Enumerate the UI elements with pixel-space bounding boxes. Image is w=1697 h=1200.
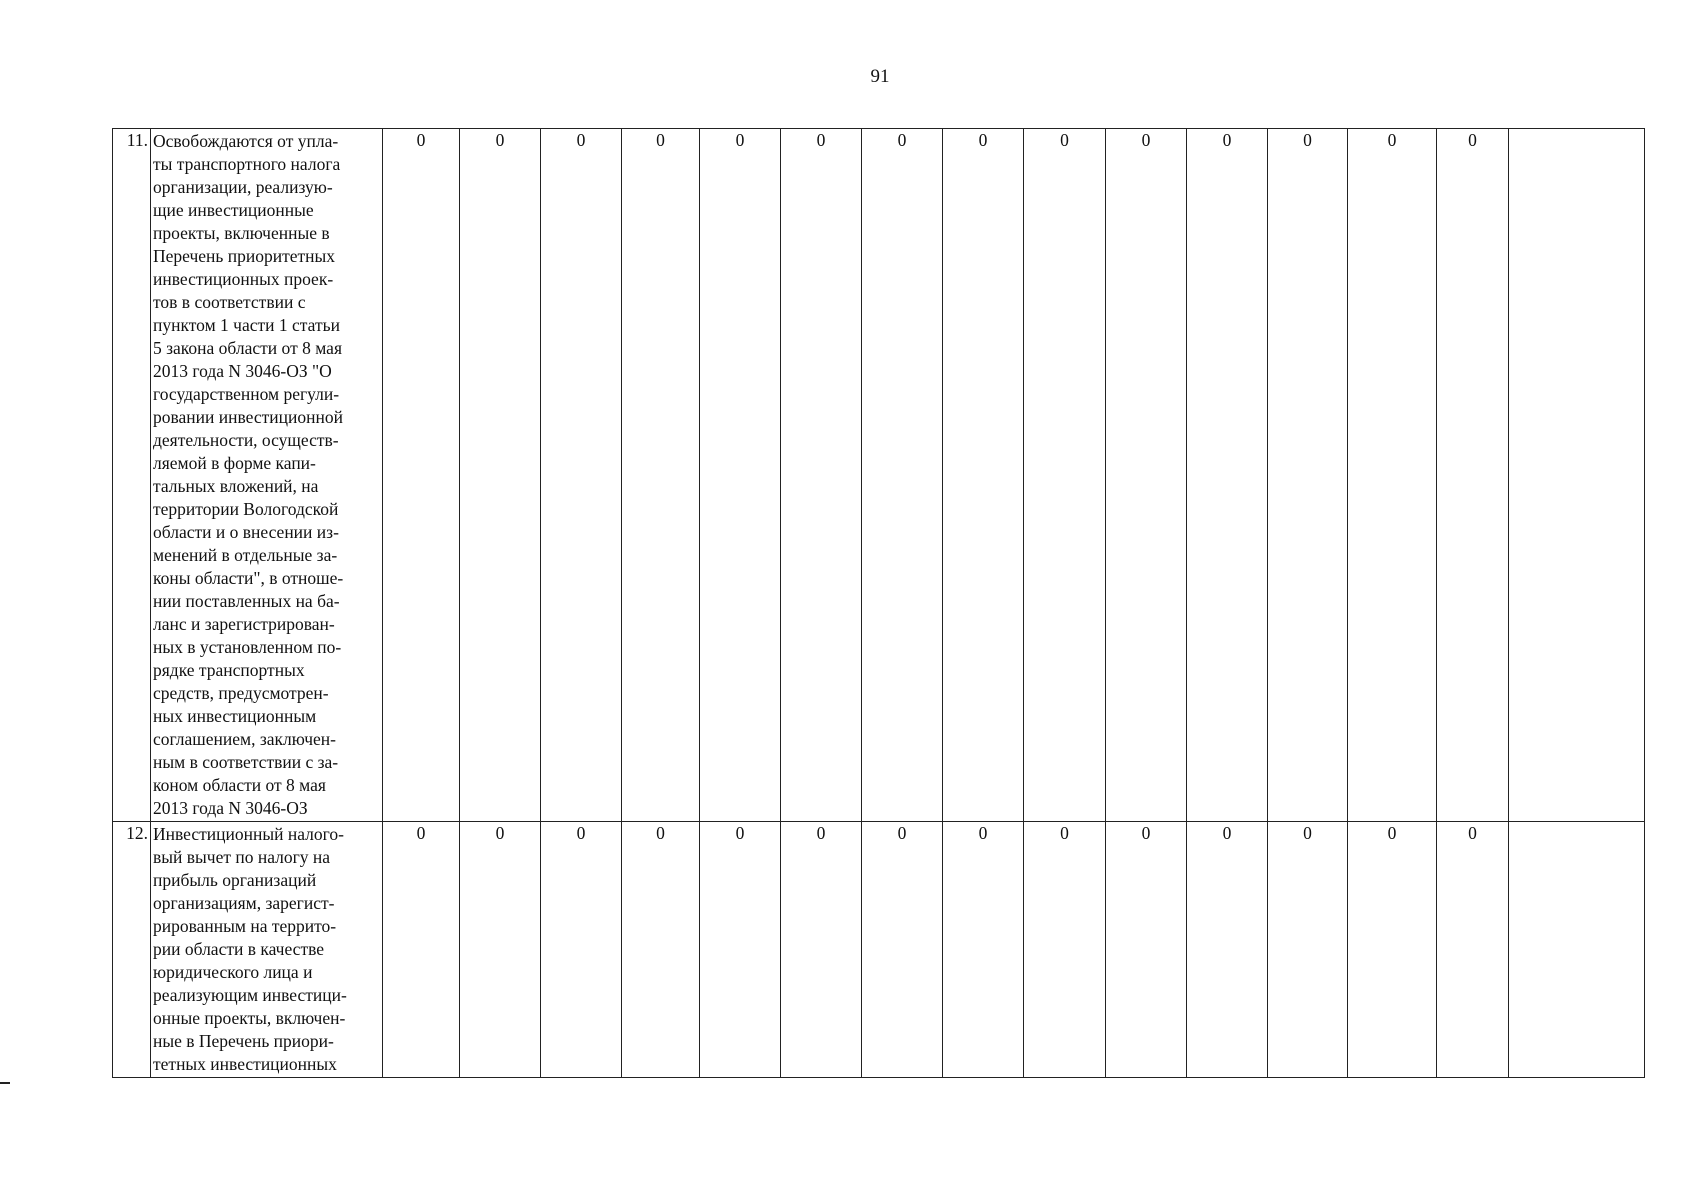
row-number: 11.	[113, 129, 151, 822]
description-line: 2013 года N 3046-ОЗ	[153, 798, 308, 818]
description-line: государственном регули-	[153, 384, 340, 404]
value-cell: 0	[700, 129, 781, 822]
description-line: пунктом 1 части 1 статьи	[153, 315, 340, 335]
value-cell: 0	[1268, 129, 1348, 822]
description-line: Перечень приоритетных	[153, 246, 336, 266]
value-cell: 0	[1106, 822, 1187, 1078]
description-line: Освобождаются от упла-	[153, 131, 339, 151]
value-cell: 0	[1024, 822, 1106, 1078]
value-cell: 0	[943, 129, 1024, 822]
description-line: инвестиционных проек-	[153, 269, 334, 289]
value-cell: 0	[862, 129, 943, 822]
value-cell: 0	[700, 822, 781, 1078]
description-line: вый вычет по налогу на	[153, 847, 331, 867]
description-line: проекты, включенные в	[153, 223, 330, 243]
description-line: территории Вологодской	[153, 499, 339, 519]
page-number: 91	[870, 66, 890, 87]
row-description	[151, 822, 383, 1078]
value-cell: 0	[1348, 129, 1437, 822]
value-cell: 0	[1106, 129, 1187, 822]
description-line: онные проекты, включен-	[153, 1008, 346, 1028]
value-cell: 0	[622, 822, 700, 1078]
value-cell: 0	[1437, 129, 1509, 822]
description-line: Инвестиционный налого-	[153, 824, 344, 844]
description-line: ных инвестиционным	[153, 706, 317, 726]
description-line: ты транспортного налога	[153, 154, 341, 174]
description-line: коны области", в отноше-	[153, 568, 344, 588]
value-cell: 0	[383, 822, 460, 1078]
margin-mark	[0, 1082, 10, 1084]
value-cell: 0	[1187, 822, 1268, 1078]
value-cell: 0	[1187, 129, 1268, 822]
value-cell: 0	[541, 822, 622, 1078]
value-cell: 0	[1437, 822, 1509, 1078]
value-cell: 0	[460, 822, 541, 1078]
description-line: ных в установленном по-	[153, 637, 342, 657]
empty-cell	[1509, 129, 1645, 822]
description-line: 5 закона области от 8 мая	[153, 338, 342, 358]
description-line: менений в отдельные за-	[153, 545, 338, 565]
value-cell: 0	[383, 129, 460, 822]
description-line: рии области в качестве	[153, 939, 325, 959]
description-line: коном области от 8 мая	[153, 775, 326, 795]
description-line: ным в соответствии с за-	[153, 752, 339, 772]
description-line: 2013 года N 3046-ОЗ "О	[153, 361, 332, 381]
description-line: области и о внесении из-	[153, 522, 339, 542]
value-cell: 0	[862, 822, 943, 1078]
value-cell: 0	[1348, 822, 1437, 1078]
description-line: ляемой в форме капи-	[153, 453, 316, 473]
description-line: рированным на террито-	[153, 916, 337, 936]
description-line: организации, реализую-	[153, 177, 333, 197]
description-line: ровании инвестиционной	[153, 407, 343, 427]
data-table	[112, 128, 1645, 1078]
description-line: юридического лица и	[153, 962, 313, 982]
description-line: деятельности, осуществ-	[153, 430, 339, 450]
row-description	[151, 129, 383, 822]
description-line: соглашением, заключен-	[153, 729, 336, 749]
value-cell: 0	[781, 129, 862, 822]
row-number: 12.	[113, 822, 151, 1078]
description-line: реализующим инвестици-	[153, 985, 347, 1005]
value-cell: 0	[622, 129, 700, 822]
description-line: тальных вложений, на	[153, 476, 319, 496]
table-row	[113, 129, 1645, 822]
description-line: нии поставленных на ба-	[153, 591, 340, 611]
description-line: тов в соответствии с	[153, 292, 306, 312]
value-cell: 0	[1268, 822, 1348, 1078]
description-line: рядке транспортных	[153, 660, 305, 680]
table-row	[113, 822, 1645, 1078]
value-cell: 0	[541, 129, 622, 822]
value-cell: 0	[781, 822, 862, 1078]
description-line: организациям, зарегист-	[153, 893, 335, 913]
description-line: средств, предусмотрен-	[153, 683, 329, 703]
value-cell: 0	[1024, 129, 1106, 822]
description-line: прибыль организаций	[153, 870, 317, 890]
empty-cell	[1509, 822, 1645, 1078]
description-line: ланс и зарегистрирован-	[153, 614, 335, 634]
description-line: ные в Перечень приори-	[153, 1031, 334, 1051]
value-cell: 0	[943, 822, 1024, 1078]
description-line: тетных инвестиционных	[153, 1054, 337, 1074]
description-line: щие инвестиционные	[153, 200, 314, 220]
value-cell: 0	[460, 129, 541, 822]
